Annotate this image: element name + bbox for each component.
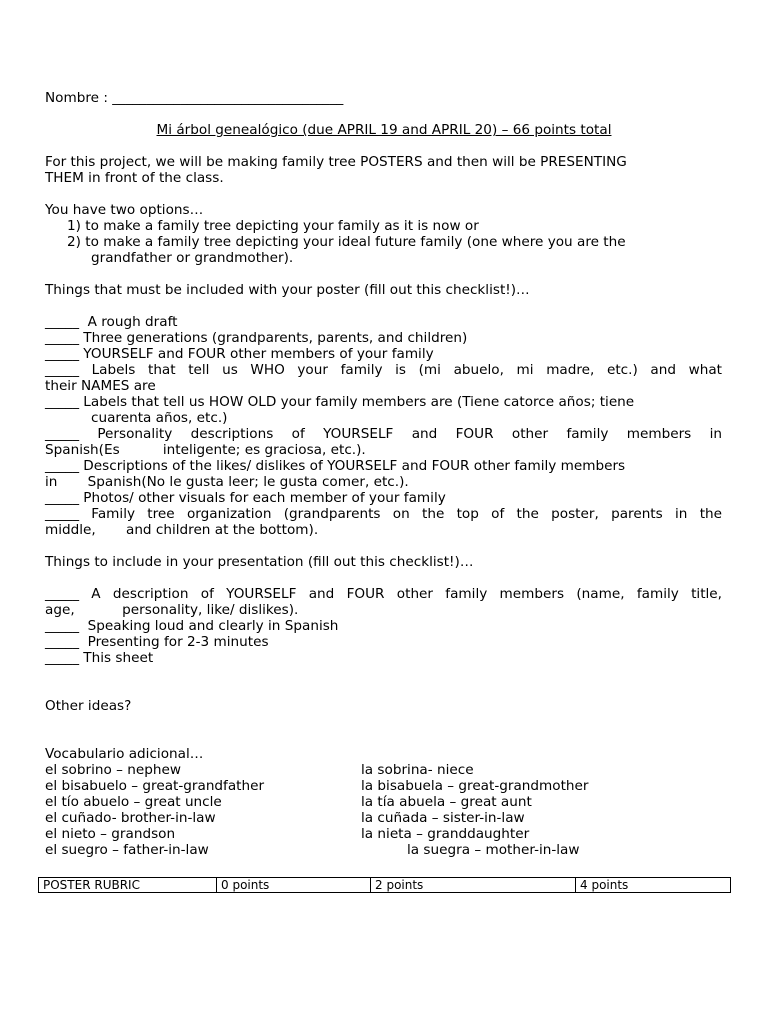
rubric-header-row: [39, 878, 731, 893]
intro-line-2: THEM in front of the class.: [45, 170, 224, 186]
page-title-text: Mi árbol genealógico (due APRIL 19 and APRIL 20) – 66 points total: [156, 122, 612, 138]
poster-checklist-item: _____ Photos/ other visuals for each member of your family: [45, 490, 446, 506]
poster-checklist-item: _____ YOURSELF and FOUR other members of your family: [45, 346, 434, 362]
poster-checklist-heading: Things that must be included with your poster (fill out this checklist!)…: [45, 282, 530, 298]
other-ideas-label: Other ideas?: [45, 698, 132, 714]
vocab-heading: Vocabulario adicional…: [45, 746, 204, 762]
poster-checklist-item: _____ Three generations (grandparents, parents, and children): [45, 330, 468, 346]
poster-checklist-item-cont: in Spanish(No le gusta leer; le gusta comer, etc.).: [45, 474, 409, 490]
presentation-checklist-item: _____ Presenting for 2-3 minutes: [45, 634, 269, 650]
poster-checklist-item: _____ Labels that tell us HOW OLD your family members are (Tiene catorce años; tiene: [45, 394, 635, 410]
poster-checklist-item-cont: middle, and children at the bottom).: [45, 522, 319, 538]
rubric-header-cell: POSTER RUBRIC: [39, 878, 217, 893]
name-line: Nombre : __________________________________: [45, 90, 344, 106]
vocab-left-item: el sobrino – nephew: [45, 762, 181, 778]
presentation-checklist-item: _____ This sheet: [45, 650, 154, 666]
option-item-1: 1) to make a family tree depicting your family as it is now or: [67, 218, 479, 234]
poster-checklist-item: _____ A rough draft: [45, 314, 178, 330]
vocab-right-item: la suegra – mother-in-law: [407, 842, 580, 858]
vocab-left-item: el tío abuelo – great uncle: [45, 794, 222, 810]
poster-checklist-item: _____ Labels that tell us WHO your family is (mi abuelo, mi madre, etc.) and what: [45, 362, 722, 378]
vocab-left-item: el nieto – grandson: [45, 826, 176, 842]
vocab-left-item: el bisabuelo – great-grandfather: [45, 778, 265, 794]
vocab-left-item: el cuñado- brother-in-law: [45, 810, 216, 826]
poster-checklist-item: _____ Personality descriptions of YOURSELF and FOUR other family members in: [45, 426, 722, 442]
options-heading: You have two options…: [45, 202, 204, 218]
poster-checklist-item: _____ Descriptions of the likes/ dislikes of YOURSELF and FOUR other family members: [45, 458, 626, 474]
poster-checklist-item: _____ Family tree organization (grandparents on the top of the poster, parents in the: [45, 506, 722, 522]
rubric-header-cell: 4 points: [576, 878, 731, 893]
poster-checklist-item-cont: Spanish(Es inteligente; es graciosa, etc.).: [45, 442, 366, 458]
presentation-checklist-heading: Things to include in your presentation (fill out this checklist!)…: [45, 554, 474, 570]
presentation-checklist-item: _____ Speaking loud and clearly in Spanish: [45, 618, 339, 634]
presentation-checklist-item: _____ A description of YOURSELF and FOUR other family members (name, family title,: [45, 586, 722, 602]
poster-checklist-item-cont: their NAMES are: [45, 378, 156, 394]
intro-line-1: For this project, we will be making family tree POSTERS and then will be PRESENTING: [45, 154, 627, 170]
vocab-right-item: la cuñada – sister-in-law: [361, 810, 525, 826]
vocab-left-item: el suegro – father-in-law: [45, 842, 209, 858]
vocab-right-item: la sobrina- niece: [361, 762, 474, 778]
poster-checklist-item-cont: cuarenta años, etc.): [91, 410, 228, 426]
vocab-right-item: la tía abuela – great aunt: [361, 794, 532, 810]
presentation-checklist-item-cont: age, personality, like/ dislikes).: [45, 602, 299, 618]
option-item-2: 2) to make a family tree depicting your ideal future family (one where you are the: [67, 234, 626, 250]
option-item-2-cont: grandfather or grandmother).: [91, 250, 294, 266]
rubric-header-cell: 0 points: [217, 878, 371, 893]
vocab-right-item: la bisabuela – great-grandmother: [361, 778, 589, 794]
poster-rubric-table: [38, 877, 731, 893]
page-title: [0, 122, 768, 138]
vocab-right-item: la nieta – granddaughter: [361, 826, 530, 842]
rubric-header-cell: 2 points: [371, 878, 576, 893]
